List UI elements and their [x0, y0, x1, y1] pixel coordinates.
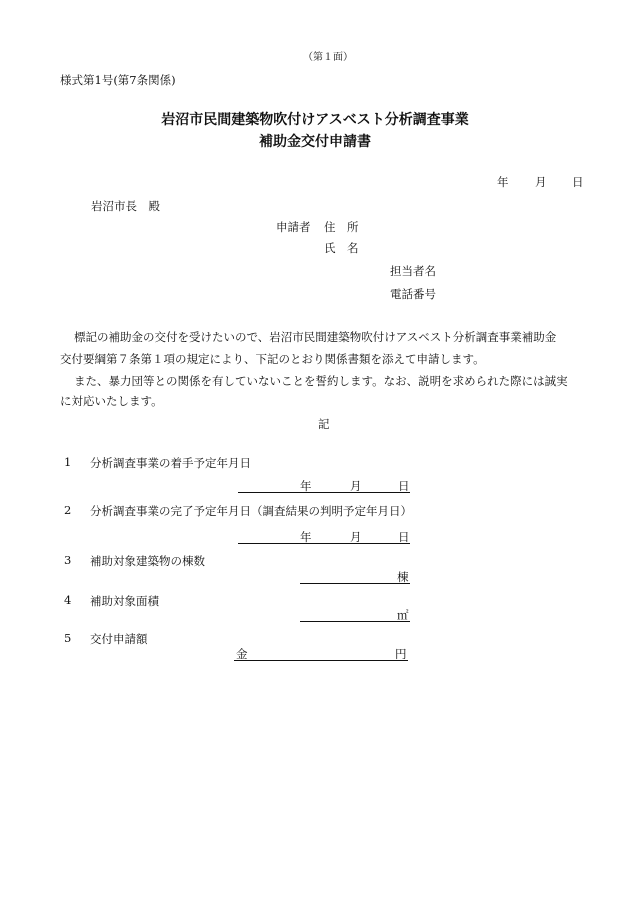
- item-label-end-date: 分析調査事業の完了予定年月日（調査結果の判明予定年月日）: [90, 504, 412, 518]
- item-label-start-date: 分析調査事業の着手予定年月日: [90, 456, 251, 470]
- document-title-line1: 岩沼市民間建築物吹付けアスベスト分析調査事業: [161, 112, 469, 128]
- document-title-line2: 補助金交付申請書: [259, 134, 371, 150]
- ki-heading: 記: [318, 417, 330, 431]
- date-day-label: 日: [572, 175, 584, 189]
- item-label-area: 補助対象面積: [90, 594, 159, 608]
- amount-suffix: 円: [395, 647, 407, 661]
- date-year-label: 年: [497, 175, 509, 189]
- phone-number-label: 電話番号: [390, 287, 436, 301]
- start-date-year: 年: [300, 479, 312, 493]
- building-count-underline: [300, 583, 410, 584]
- start-date-month: 月: [350, 479, 362, 493]
- end-date-underline: [238, 543, 410, 544]
- item-number: 1: [64, 455, 72, 469]
- applicant-label: 申請者: [276, 220, 311, 234]
- amount-prefix: 金: [236, 647, 248, 661]
- amount-underline: [234, 660, 408, 661]
- date-month-label: 月: [535, 175, 547, 189]
- end-date-day: 日: [398, 530, 410, 544]
- item-number: 5: [64, 631, 72, 645]
- body-paragraph2-line2: に対応いたします。: [60, 394, 163, 408]
- body-paragraph1-line2: 交付要綱第７条第１項の規定により、下記のとおり関係書類を添えて申請します。: [60, 352, 485, 366]
- page-label: （第１面）: [303, 52, 353, 63]
- start-date-day: 日: [398, 479, 410, 493]
- start-date-underline: [238, 492, 410, 493]
- area-unit: ㎡: [397, 608, 409, 622]
- area-underline: [300, 621, 410, 622]
- end-date-year: 年: [300, 530, 312, 544]
- item-number: 3: [64, 553, 72, 567]
- item-label-amount: 交付申請額: [90, 632, 148, 646]
- end-date-month: 月: [350, 530, 362, 544]
- item-label-building-count: 補助対象建築物の棟数: [90, 554, 205, 568]
- applicant-address-label: 住 所: [324, 220, 359, 234]
- contact-person-label: 担当者名: [390, 264, 436, 278]
- building-count-unit: 棟: [397, 570, 409, 584]
- body-paragraph2-line1: また、暴力団等との関係を有していないことを誓約します。なお、説明を求められた際には誠実: [74, 374, 568, 388]
- form-number: 様式第1号(第7条関係): [60, 73, 176, 87]
- applicant-name-label: 氏 名: [324, 241, 359, 255]
- item-number: 4: [64, 593, 72, 607]
- addressee: 岩沼市長 殿: [91, 199, 160, 213]
- body-paragraph1-line1: 標記の補助金の交付を受けたいので、岩沼市民間建築物吹付けアスベスト分析調査事業補助金: [74, 330, 557, 344]
- item-number: 2: [64, 503, 72, 517]
